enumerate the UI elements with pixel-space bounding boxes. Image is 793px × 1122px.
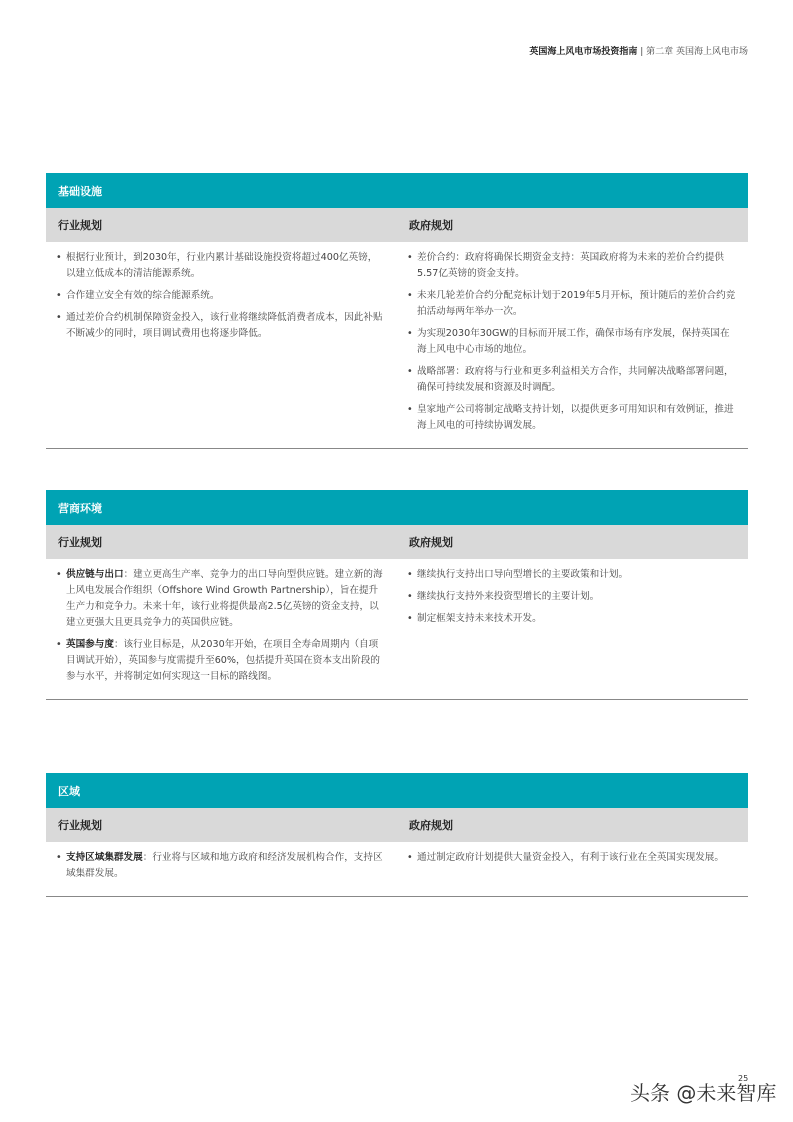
item-text: 继续执行支持外来投资型增长的主要计划。: [417, 591, 600, 602]
industry-plan-header: 行业规划: [58, 536, 102, 549]
item-text: 未来几轮差价合约分配竞标计划于2019年5月开标，预计随后的差价合约竞拍活动每两年举办一次。: [417, 290, 736, 317]
bullet-item: [407, 402, 736, 434]
bullet-item: [407, 567, 736, 583]
bullet-item: [407, 288, 736, 320]
item-text: 通过制定政府计划提供大量资金投入，有利于该行业在全英国实现发展。: [417, 852, 724, 863]
industry-plan-column: [46, 242, 397, 448]
industry-plan-column: [46, 842, 397, 896]
industry-plan-column: [46, 559, 397, 699]
watermark: 头条 @未来智库: [630, 1081, 777, 1105]
column-headers: [46, 525, 748, 559]
section-region: [46, 773, 748, 897]
item-text: 继续执行支持出口导向型增长的主要政策和计划。: [417, 569, 629, 580]
item-text: 为实现2030年30GW的目标而开展工作，确保市场有序发展，保持英国在海上风电中心市场的地位。: [417, 328, 730, 355]
bullet-item: [56, 310, 385, 342]
chapter-title: 第二章 英国海上风电市场: [646, 47, 748, 57]
section-business-environment: [46, 490, 748, 700]
item-text: ：建立更高生产率、竞争力的出口导向型供应链。建立新的海上风电发展合作组织（Offshore Wind Growth Partnership），旨在提升生产力和竞争力。未来十年，该行业将提供最高2.5亿英镑的资金支持，以建立更强大且更具竞争力的英国供应链。: [66, 569, 383, 628]
bullet-item: [56, 250, 385, 282]
item-text: ：该行业目标是，从2030年开始，在项目全寿命周期内（自项目调试开始），英国参与度需提升至60%，包括提升英国在资本支出阶段的参与水平，并将制定如何实现这一目标的路线图。: [66, 639, 380, 682]
bullet-item: [407, 589, 736, 605]
section-title: 基础设施: [46, 173, 748, 208]
industry-plan-header: 行业规划: [58, 819, 102, 832]
section-body: [46, 842, 748, 897]
item-text: 差价合约：政府将确保长期资金支持：英国政府将为未来的差价合约提供5.57亿英镑的资金支持。: [417, 252, 724, 279]
item-text: 通过差价合约机制保障资金投入，该行业将继续降低消费者成本，因此补贴不断减少的同时，项目调试费用也将逐步降低。: [66, 312, 383, 339]
government-plan-header: 政府规划: [409, 219, 453, 232]
bullet-item: [56, 637, 385, 685]
item-heading: 支持区域集群发展: [66, 852, 143, 863]
page-number: 25: [738, 1074, 749, 1083]
bullet-item: [56, 850, 385, 882]
government-plan-column: [397, 559, 748, 699]
item-text: 根据行业预计，到2030年，行业内累计基础设施投资将超过400亿英镑，以建立低成本的清洁能源系统。: [66, 252, 378, 279]
industry-plan-header: 行业规划: [58, 219, 102, 232]
bullet-item: [407, 364, 736, 396]
government-plan-column: [397, 242, 748, 448]
bullet-item: [56, 288, 385, 304]
item-heading: 英国参与度: [66, 639, 114, 650]
section-body: [46, 559, 748, 700]
column-headers: [46, 208, 748, 242]
item-text: 制定框架支持未来技术开发。: [417, 613, 542, 624]
column-headers: [46, 808, 748, 842]
item-text: 皇家地产公司将制定战略支持计划，以提供更多可用知识和有效例证，推进海上风电的可持续协调发展。: [417, 404, 734, 431]
bullet-item: [407, 611, 736, 627]
bullet-item: [407, 850, 736, 866]
government-plan-header: 政府规划: [409, 819, 453, 832]
government-plan-column: [397, 842, 748, 896]
section-infrastructure: [46, 173, 748, 449]
section-body: [46, 242, 748, 449]
item-text: 战略部署：政府将与行业和更多利益相关方合作，共同解决战略部署问题，确保可持续发展和资源及时调配。: [417, 366, 734, 393]
section-title: 区域: [46, 773, 748, 808]
running-header: [529, 44, 748, 57]
separator: |: [640, 47, 644, 57]
bullet-item: [56, 567, 385, 631]
bullet-item: [407, 250, 736, 282]
item-text: 合作建立安全有效的综合能源系统。: [66, 290, 220, 301]
government-plan-header: 政府规划: [409, 536, 453, 549]
guide-title: 英国海上风电市场投资指南: [529, 47, 638, 57]
item-heading: 供应链与出口: [66, 569, 124, 580]
section-title: 营商环境: [46, 490, 748, 525]
bullet-item: [407, 326, 736, 358]
item-text: ：行业将与区域和地方政府和经济发展机构合作，支持区域集群发展。: [66, 852, 383, 879]
